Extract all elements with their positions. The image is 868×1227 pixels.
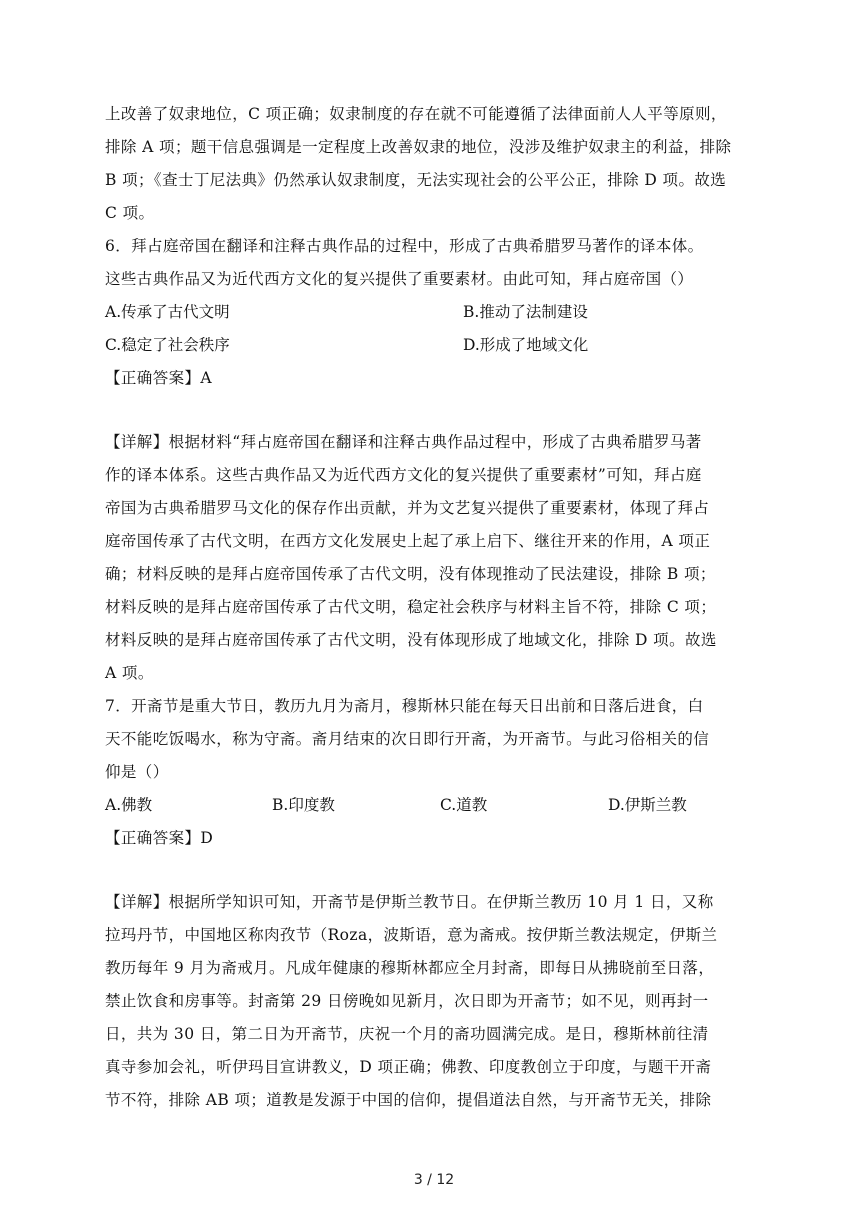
q7-option-a: A.佛教 (105, 796, 153, 814)
q7-detail-line: 节不符，排除 AB 项；道教是发源于中国的信仰，提倡道法自然，与开斋节无关，排除 (105, 1091, 712, 1109)
q7-stem-line: 天不能吃饭喝水，称为守斋。斋月结束的次日即行开斋，为开斋节。与此习俗相关的信 (105, 730, 710, 748)
q6-detail-line: 庭帝国传承了古代文明，在西方文化发展史上起了承上启下、继往开来的作用，A 项正 (105, 532, 711, 550)
q5-detail-line: B 项；《查士丁尼法典》仍然承认奴隶制度，无法实现社会的公平公正，排除 D 项。故选 (105, 171, 727, 189)
q7-option-d: D.伊斯兰教 (608, 796, 687, 814)
q6-detail-line: 帝国为古典希腊罗马文化的保存作出贡献，并为文艺复兴提供了重要素材，体现了拜占 (105, 499, 710, 517)
q6-detail-line: 材料反映的是拜占庭帝国传承了古代文明，没有体现形成了地域文化，排除 D 项。故选 (105, 631, 717, 649)
q6-detail-line: 确；材料反映的是拜占庭帝国传承了古代文明，没有体现推动了民法建设，排除 B 项； (105, 565, 716, 583)
q6-option-c: C.稳定了社会秩序 (105, 336, 230, 354)
q6-answer: 【正确答案】A (105, 369, 212, 387)
q6-stem-line: 6．拜占庭帝国在翻译和注释古典作品的过程中，形成了古典希腊罗马著作的译本体。 (105, 237, 704, 255)
q7-option-b: B.印度教 (272, 796, 335, 814)
q6-detail-line: 【详解】根据材料“拜占庭帝国在翻译和注释古典作品过程中，形成了古典希腊罗马著 (105, 433, 702, 451)
q6-detail-line: 作的译本体系。这些古典作品又为近代西方文化的复兴提供了重要素材”可知，拜占庭 (105, 466, 702, 484)
q7-detail-line: 拉玛丹节，中国地区称肉孜节（Roza，波斯语，意为斋戒。按伊斯兰教法规定，伊斯兰 (105, 926, 718, 944)
q7-stem-line: 7．开斋节是重大节日，教历九月为斋月，穆斯林只能在每天日出前和日落后进食，白 (105, 697, 704, 715)
q7-detail-line: 禁止饮食和房事等。封斋第 29 日傍晚如见新月，次日即为开斋节；如不见，则再封一 (105, 992, 709, 1010)
q7-detail-line: 【详解】根据所学知识可知，开斋节是伊斯兰教节日。在伊斯兰教历 10 月 1 日，又称 (105, 893, 714, 911)
q6-option-a: A.传承了古代文明 (105, 303, 230, 321)
q6-detail-line: A 项。 (105, 664, 154, 682)
q6-stem-line: 这些古典作品又为近代西方文化的复兴提供了重要素材。由此可知，拜占庭帝国（） (105, 270, 694, 288)
q7-answer: 【正确答案】D (105, 829, 214, 847)
q7-detail-line: 教历每年 9 月为斋戒月。凡成年健康的穆斯林都应全月封斋，即每日从拂晓前至日落， (105, 959, 715, 977)
q6-option-d: D.形成了地域文化 (463, 336, 589, 354)
q6-detail-line: 材料反映的是拜占庭帝国传承了古代文明，稳定社会秩序与材料主旨不符，排除 C 项； (105, 598, 717, 616)
q7-detail-line: 日，共为 30 日，第二日为开斋节，庆祝一个月的斋功圆满完成。是日，穆斯林前往清 (105, 1025, 709, 1043)
q7-stem-line: 仰是（） (105, 763, 169, 781)
q6-option-b: B.推动了法制建设 (463, 303, 588, 321)
page-number: 3 / 12 (413, 1172, 455, 1188)
q5-detail-line: 上改善了奴隶地位，C 项正确；奴隶制度的存在就不可能遵循了法律面前人人平等原则， (105, 105, 727, 123)
q7-detail-line: 真寺参加会礼，听伊玛目宣讲教义，D 项正确；佛教、印度教创立于印度，与题干开斋 (105, 1058, 712, 1076)
q5-detail-line: 排除 A 项；题干信息强调是一定程度上改善奴隶的地位，没涉及维护奴隶主的利益，排除 (105, 138, 732, 156)
q5-detail-line: C 项。 (105, 204, 155, 222)
q7-option-c: C.道教 (440, 796, 488, 814)
